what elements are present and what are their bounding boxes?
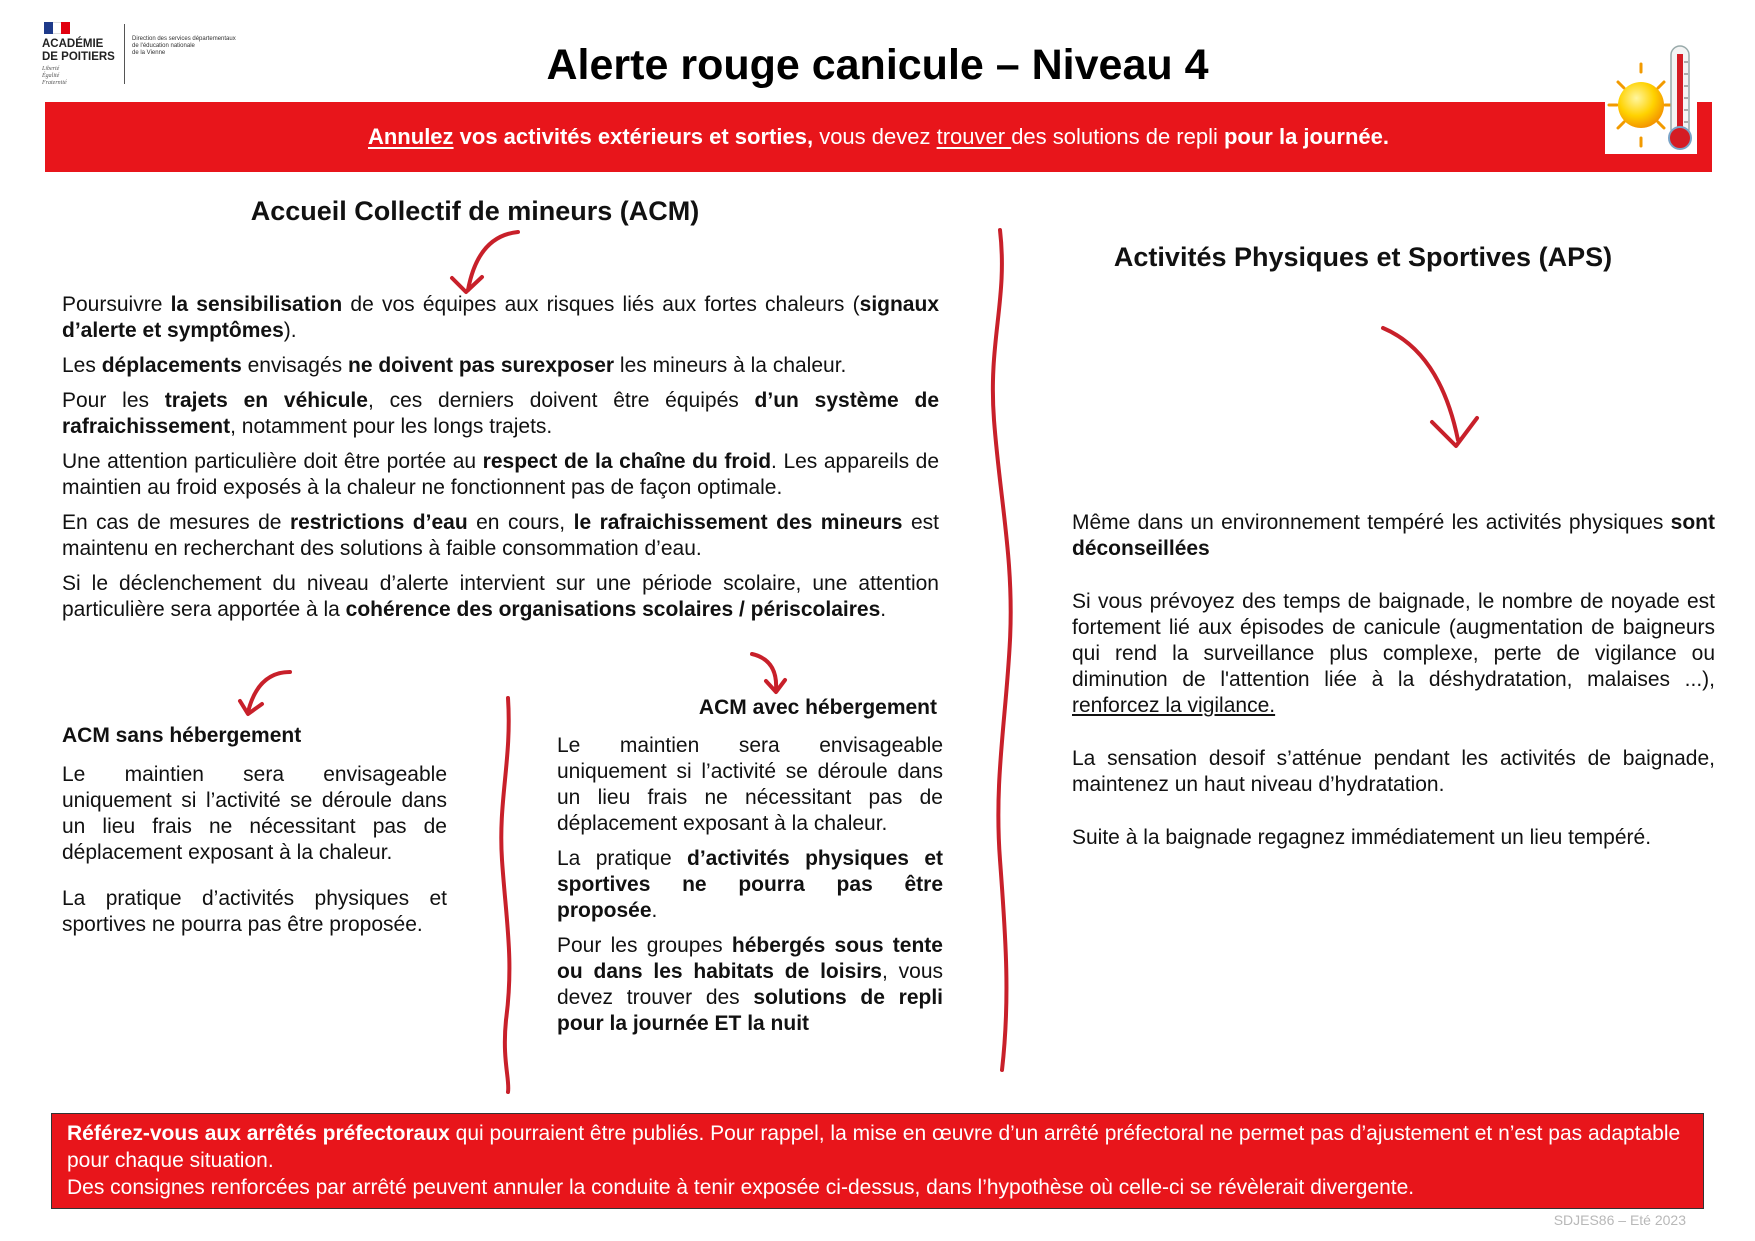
acm-sans-paragraph-1: Le maintien sera envisageable uniquement si l’activité se déroule dans un lieu frais ne nécessitant pas de déplacement exposant à la chaleur. [62, 763, 447, 864]
acm-paragraph-6: Si le déclenchement du niveau d’alerte intervient sur une période scolaire, une attention particulière sera apportée à la cohérence des organisations scolaires / périscolaires. [62, 572, 939, 621]
page-title: Alerte rouge canicule – Niveau 4 [546, 41, 1209, 89]
aps-paragraph-1: Même dans un environnement tempéré les activités physiques sont déconseillées [1072, 511, 1715, 560]
acm-main-text [62, 292, 939, 632]
footer-notice-text [67, 1120, 1697, 1201]
aps-paragraph-3: La sensation desoif s’atténue pendant les activités de baignade, maintenez un haut niveau d’hydratation. [1072, 747, 1715, 796]
acm-section-title: Accueil Collectif de mineurs (ACM) [250, 196, 700, 226]
acm-avec-title: ACM avec hébergement [698, 696, 937, 719]
acm-paragraph-5: En cas de mesures de restrictions d’eau en cours, le rafraichissement des mineurs est maintenu en recherchant des solutions à faible consommation d’eau. [62, 511, 939, 560]
aps-paragraph-4: Suite à la baignade regagnez immédiatement un lieu tempéré. [1072, 826, 1652, 849]
acm-avec-paragraph-3: Pour les groupes hébergés sous tente ou dans les habitats de loisirs, vous devez trouver des solutions de repli pour la journée ET la nuit [557, 934, 944, 1035]
acm-paragraph-2: Les déplacements envisagés ne doivent pas surexposer les mineurs à la chaleur. [62, 354, 847, 377]
acm-paragraph-1: Poursuivre la sensibilisation de vos équipes aux risques liés aux fortes chaleurs (signaux d’alerte et symptômes). [62, 293, 939, 342]
republic-motto: Liberté Égalité Fraternité [42, 66, 67, 86]
divider-wavy-line [993, 230, 1011, 1070]
acm-sans-text [62, 762, 447, 958]
acm-avec-paragraph-2: La pratique d’activités physiques et sportives ne pourra pas être proposée. [557, 847, 943, 922]
aps-text [1072, 510, 1715, 878]
alert-banner-text: Annulez vos activités extérieurs et sorties, vous devez trouver des solutions de repli pour la journée. [367, 124, 1390, 149]
acm-paragraph-3: Pour les trajets en véhicule, ces derniers doivent être équipés d’un système de rafraichissement, notamment pour les longs trajets. [62, 389, 940, 438]
acm-avec-paragraph-1: Le maintien sera envisageable uniquement si l’activité se déroule dans un lieu frais ne nécessitant pas de déplacement exposant à la chaleur. [557, 734, 943, 835]
arrow-curved-icon [752, 654, 776, 690]
acm-avec-text [557, 733, 943, 1046]
academie-name: ACADÉMIE DE POITIERS [42, 38, 115, 63]
credit-text: SDJES86 – Eté 2023 [1553, 1212, 1686, 1228]
arrow-curved-icon [1383, 328, 1458, 440]
acm-sans-title: ACM sans hébergement [62, 724, 302, 747]
arrow-curved-icon [452, 277, 482, 292]
direction-name: Direction des services départementaux de l'éducation nationale de la Vienne [132, 36, 236, 56]
acm-sans-paragraph-2: La pratique d’activités physiques et sportives ne pourra pas être proposée. [62, 887, 447, 936]
divider-wavy-line [501, 698, 509, 1092]
aps-section-title: Activités Physiques et Sportives (APS) [1113, 242, 1613, 272]
footer-line-1: Référez-vous aux arrêtés préfectoraux qui pourraient être publiés. Pour rappel, la mise en œuvre d’un arrêté préfectoral ne permet pas d’ajustement et n’est pas adaptable pour chaque situation. [67, 1122, 1681, 1172]
acm-paragraph-4: Une attention particulière doit être portée au respect de la chaîne du froid. Les appareils de maintien au froid exposés à la chaleur ne fonctionnent pas de façon optimale. [62, 450, 939, 499]
arrow-curved-icon [248, 672, 290, 712]
aps-paragraph-2: Si vous prévoyez des temps de baignade, le nombre de noyade est fortement lié aux épisodes de canicule (augmentation de baigneurs qui rend la surveillance plus complexe, perte de vigilance ou diminution de l'attention liée à la déshydratation, malaises ...), renforcez la vigilance. [1072, 590, 1715, 717]
footer-line-2: Des consignes renforcées par arrêté peuvent annuler la conduite à tenir exposée ci-dessus, dans l’hypothèse où celle-ci se révèlerait divergente. [67, 1176, 1415, 1199]
